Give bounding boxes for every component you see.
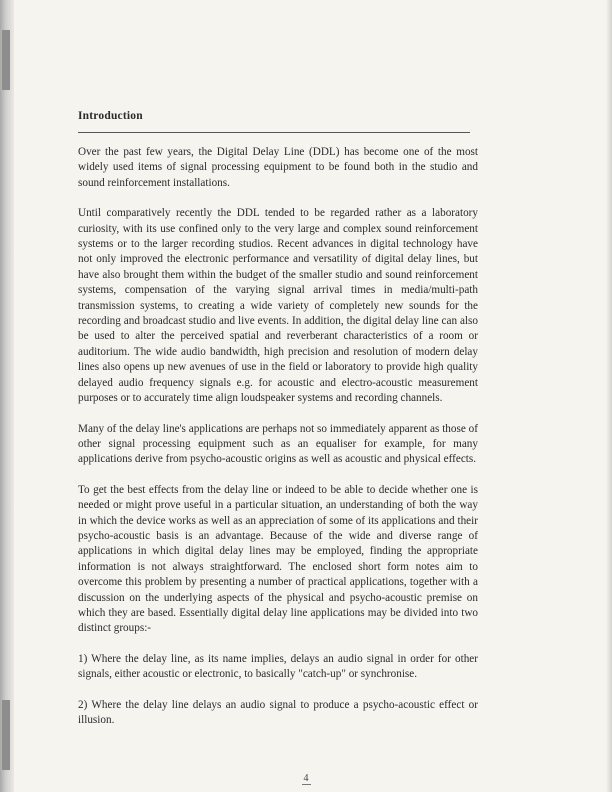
paragraph-2: Until comparatively recently the DDL tended to be regarded rather as a laboratory curiosity, with its use confined only to the very large and complex sound reinforcement systems or to the larger recording studios. Recent advances in digital technology have not only improved the electronic performance and versatility of digital delay lines, but have also brought them within the budget of the smaller studio and sound reinforcement systems, compensation of the varying signal arrival times in media/multi-path transmission systems, to creating a wide variety of completely new sounds for the recording and broadcast studio and live events. In addition, the digital delay line can also be used to alter the perceived spatial and reverberant characteristics of a room or auditorium. The wide audio bandwidth, high precision and resolution of modern delay lines also opens up new avenues of use in the field or laboratory to provide high quality delayed audio frequency signals e.g. for acoustic and electro-acoustic measurement purposes or to accurately time align loudspeaker systems and recording channels. xyxy=(78,207,478,405)
scan-binding-edge xyxy=(0,0,14,792)
section-heading: Introduction xyxy=(78,110,470,133)
paragraph-3: Many of the delay line's applications are perhaps not so immediately apparent as those of other signal processing equipment such as an equaliser for example, for many applications derive from psycho-acoustic origins as well as acoustic and physical effects. xyxy=(78,422,478,466)
list-item-1: 1) Where the delay line, as its name implies, delays an audio signal in order for other signals, either acoustic or electronic, to basically "catch-up" or synchronise. xyxy=(78,652,478,681)
page-number xyxy=(0,773,612,784)
binding-mark-bottom xyxy=(2,700,10,770)
binding-mark-top xyxy=(2,30,10,90)
page-number-text: 4 xyxy=(303,773,309,784)
list-item-2: 2) Where the delay line delays an audio signal to produce a psycho-acoustic effect or illusion. xyxy=(78,698,478,726)
paragraph-4: To get the best effects from the delay line or indeed to be able to decide whether one is needed or might prove useful in a particular situation, an understanding of both the way in which the device works as well as an appreciation of some of its applications and their psycho-acoustic basis is an advantage. Because of the wide and diverse range of applications in which digital delay lines may be employed, finding the appropriate information is not always straightforward. The enclosed short form notes aim to overcome this problem by presenting a number of practical applications, together with a discussion on the underlying aspects of the physical and psycho-acoustic premise on which they are based. Essentially digital delay line applications may be divided into two distinct groups:- xyxy=(78,483,478,635)
scan-right-edge xyxy=(606,0,612,792)
document-body xyxy=(78,110,478,743)
paragraph-1: Over the past few years, the Digital Delay Line (DDL) has become one of the most widely used items of signal processing equipment to be found both in the studio and sound reinforcement installations. xyxy=(78,146,478,189)
